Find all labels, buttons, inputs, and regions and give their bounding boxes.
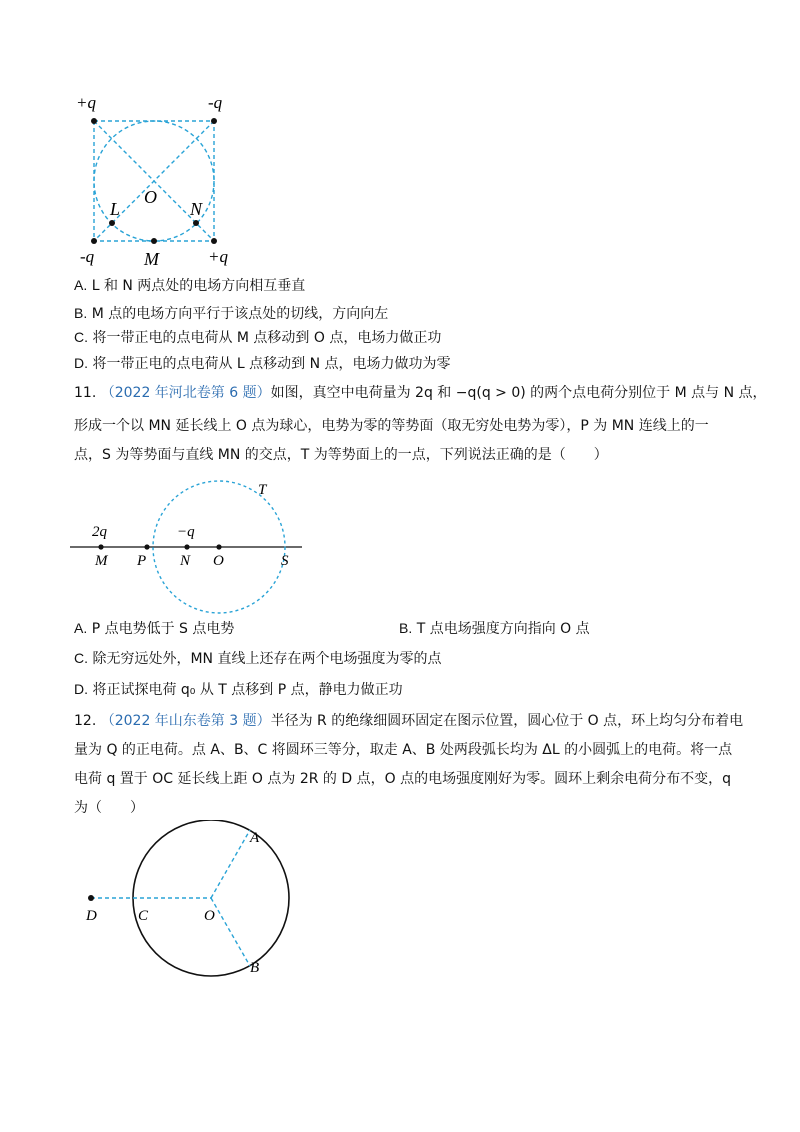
- q10-option-d: D. 将一带正电的点电荷从 L 点移动到 N 点，电场力做功为零: [74, 355, 451, 372]
- q11-label-N: N: [180, 553, 191, 569]
- q12-number: 12.: [74, 713, 97, 729]
- q10-option-b: B. M 点的电场方向平行于该点处的切线，方向向左: [74, 305, 389, 322]
- q10-charge-bl: -q: [80, 247, 95, 266]
- q11-label-P: P: [137, 553, 147, 569]
- q11-source: （2022 年河北卷第 6 题）: [100, 385, 271, 401]
- q12-label-D: D: [86, 908, 97, 924]
- q10-charge-tr: -q: [208, 93, 223, 112]
- q11-option-d: D. 将正试探电荷 q₀ 从 T 点移到 P 点，静电力做正功: [74, 681, 403, 698]
- q11-figure: [70, 478, 310, 638]
- q10-option-c: C. 将一带正电的点电荷从 M 点移动到 O 点，电场力做正功: [74, 329, 442, 346]
- q10-charge-br: +q: [208, 247, 228, 266]
- q11-stem-line1: 11. （2022 年河北卷第 6 题）如图，真空中电荷量为 2q 和 −q(q > 0) 的两个点电荷分别位于 M 点与 N 点，: [74, 385, 767, 401]
- q10-label-L: L: [110, 199, 121, 219]
- q12-stem-line1: 12. （2022 年山东卷第 3 题）半径为 R 的绝缘细圆环固定在图示位置，圆心位于 O 点，环上均匀分布着电: [74, 713, 744, 729]
- q11-label-T: T: [258, 482, 267, 498]
- q12-label-B: B: [250, 960, 260, 976]
- q11-charge-M: 2q: [92, 524, 107, 540]
- q11-option-a: A. P 点电势低于 S 点电势: [74, 620, 235, 637]
- q11-stem-line3: 点，S 为等势面与直线 MN 的交点，T 为等势面上的一点，下列说法正确的是（ ）: [74, 447, 608, 463]
- q12-label-O: O: [204, 908, 215, 924]
- q10-figure: [60, 90, 250, 270]
- q10-label-N: N: [190, 199, 203, 219]
- q12-source: （2022 年山东卷第 3 题）: [100, 713, 271, 729]
- q12-stem-line3: 电荷 q 置于 OC 延长线上距 O 点为 2R 的 D 点，O 点的电场强度刚好为零。圆环上剩余电荷分布不变，q: [74, 771, 731, 787]
- q11-charge-N: −q: [177, 524, 195, 540]
- q11-stem-line2: 形成一个以 MN 延长线上 O 点为球心，电势为零的等势面（取无穷处电势为零），P 为 MN 连线上的一: [74, 418, 709, 434]
- q10-option-a: A. L 和 N 两点处的电场方向相互垂直: [74, 277, 306, 294]
- q12-label-A: A: [250, 830, 260, 846]
- q11-option-b: B. T 点电场强度方向指向 O 点: [399, 620, 590, 637]
- q11-label-M: M: [95, 553, 108, 569]
- q12-stem-line4: 为（ ）: [74, 800, 144, 816]
- q12-label-C: C: [138, 908, 149, 924]
- q10-label-M: M: [144, 249, 159, 269]
- q12-figure: [78, 820, 298, 980]
- q11-label-O: O: [213, 553, 224, 569]
- q10-charge-tl: +q: [76, 93, 96, 112]
- q11-number: 11.: [74, 385, 97, 401]
- q10-label-O: O: [144, 187, 157, 207]
- q11-option-c: C. 除无穷远处外，MN 直线上还存在两个电场强度为零的点: [74, 650, 442, 667]
- q11-label-S: S: [281, 553, 289, 569]
- q12-stem-line2: 量为 Q 的正电荷。点 A、B、C 将圆环三等分，取走 A、B 处两段弧长均为 ΔL 的小圆弧上的电荷。将一点: [74, 742, 733, 758]
